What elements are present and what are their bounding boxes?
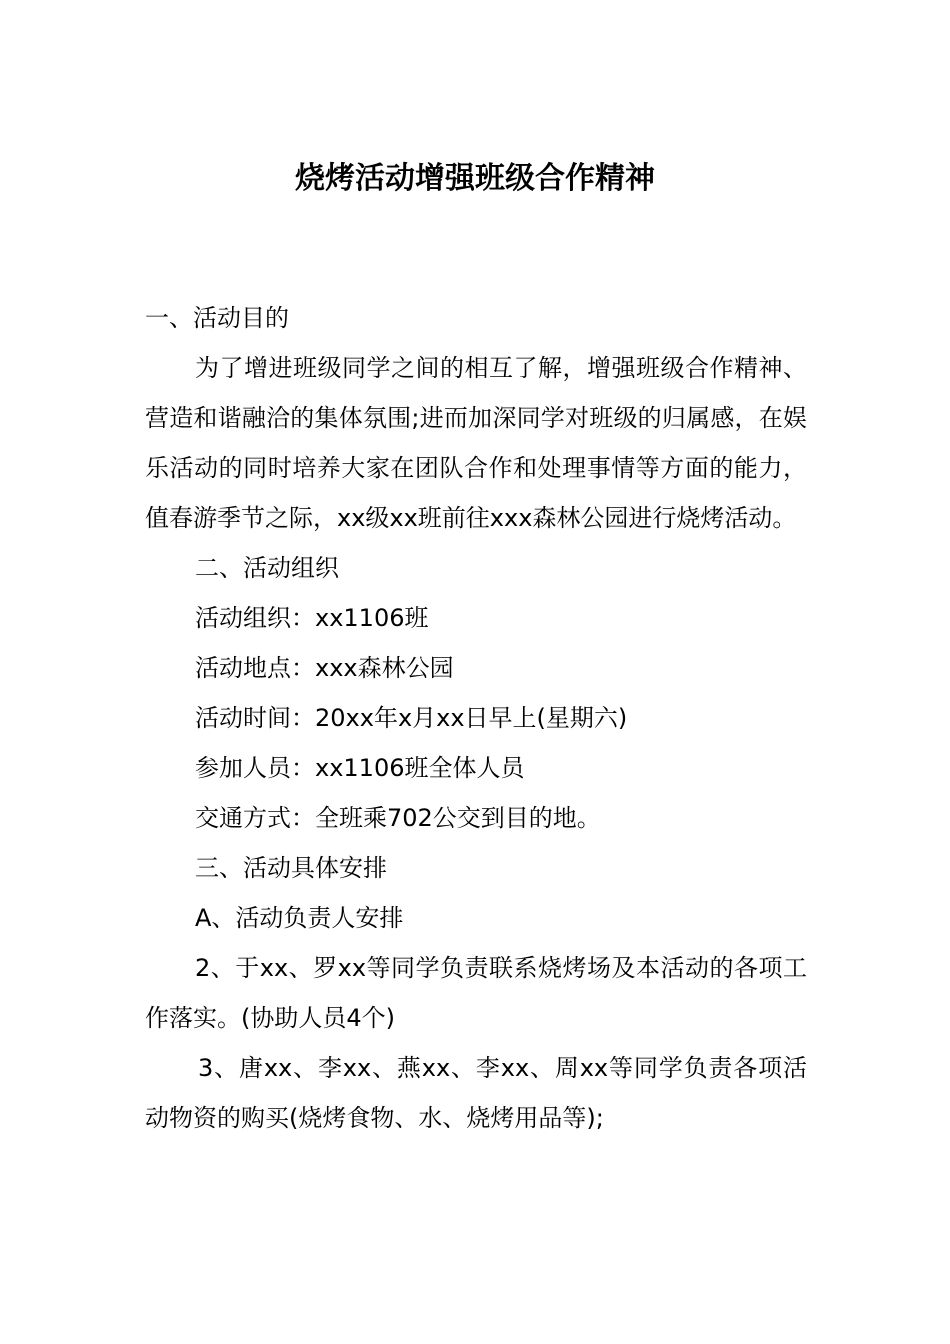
section-2-heading: 二、活动组织 (195, 554, 339, 582)
time-line: 活动时间：20xx年x月xx日早上(星期六) (195, 704, 628, 732)
section-1-body: 为了增进班级同学之间的相互了解，增强班级合作精神、营造和谐融洽的集体氛围;进而加深同学对班级的归属感，在娱乐活动的同时培养大家在团队合作和处理事情等方面的能力，值春游季节之际，xx级xx班前往xxx森林公园进行烧烤活动。 (145, 354, 807, 532)
list-item-2: 2、于xx、罗xx等同学负责联系烧烤场及本活动的各项工作落实。(协助人员4个) (145, 954, 807, 1032)
section-3-heading: 三、活动具体安排 (195, 854, 387, 882)
section-1-heading: 一、活动目的 (145, 304, 289, 332)
participants-line: 参加人员：xx1106班全体人员 (195, 754, 525, 782)
organizer-line: 活动组织：xx1106班 (195, 604, 429, 632)
transport-line: 交通方式：全班乘702公交到目的地。 (195, 804, 601, 832)
location-line: 活动地点：xxx森林公园 (195, 654, 454, 682)
subsection-a-heading: A、活动负责人安排 (195, 904, 404, 932)
document-title: 烧烤活动增强班级合作精神 (295, 161, 655, 196)
document-body (145, 293, 807, 1143)
list-item-3: 3、唐xx、李xx、燕xx、李xx、周xx等同学负责各项活动物资的购买(烧烤食物、水、烧烤用品等); (145, 1054, 807, 1132)
